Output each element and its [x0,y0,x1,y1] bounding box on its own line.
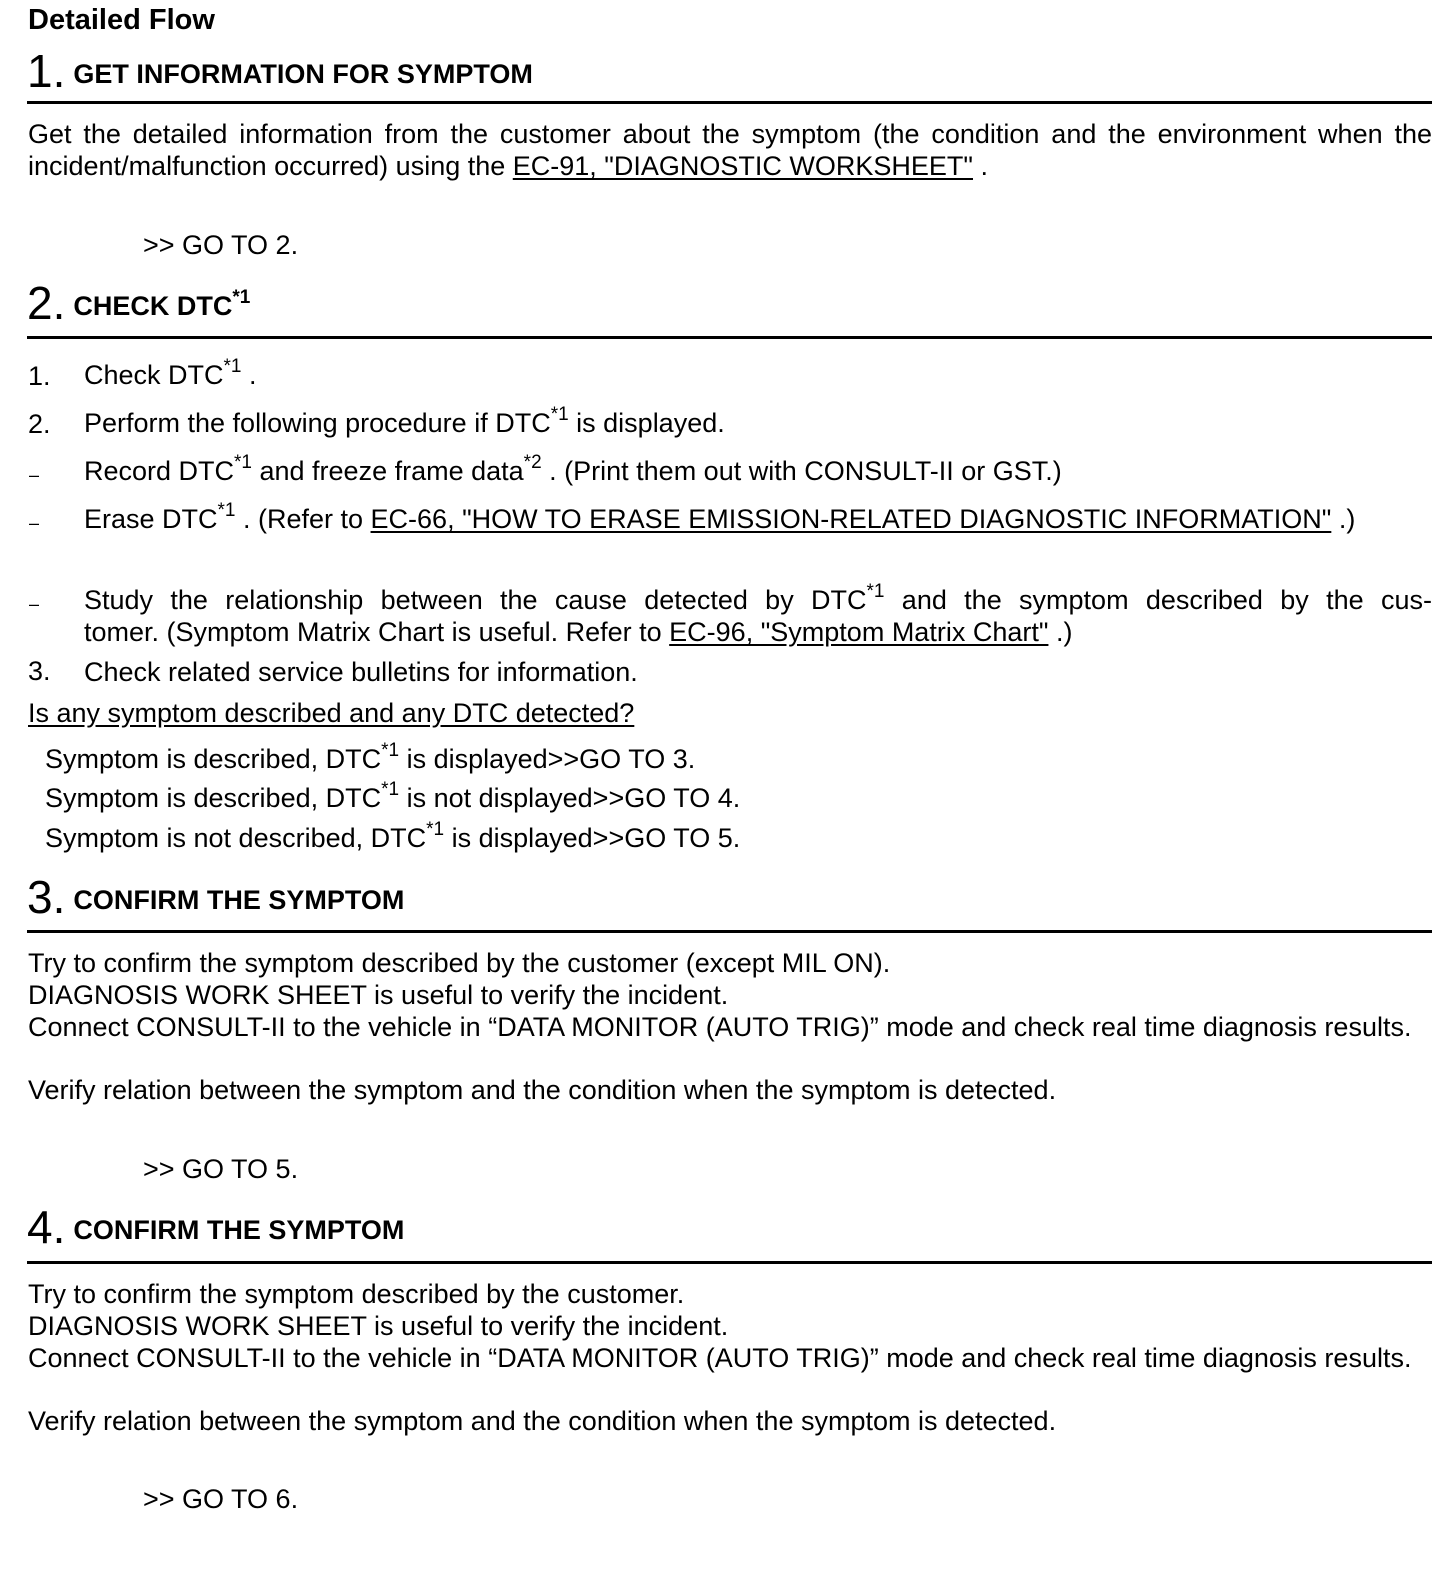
sub-item-text: tomer. (Symptom Matrix Chart is useful. Refer to [84,617,670,647]
sub-item-text: and the symptom described by the cus- [884,585,1432,615]
step-4-divider [27,1261,1432,1264]
step-1-number: 1. [27,45,66,97]
item-1-text: Check DTC [84,360,224,390]
sub-item-line [84,616,1432,648]
dash-bullet: – [29,513,40,533]
step-3-header [27,870,404,924]
step-4-line-2: DIAGNOSIS WORK SHEET is useful to verify the incident. [28,1311,729,1341]
answer-text: Symptom is described, DTC [45,783,382,813]
answer-text: Symptom is described, DTC [45,744,382,774]
step-3-line-4: Verify relation between the symptom and the condition when the symptom is detected. [28,1075,1057,1105]
step-1-text: Get the detailed information from the customer about the symptom (the condition and the environment when the incident/malfunction occurred) using the [28,119,1432,181]
dash-bullet: – [29,594,40,614]
answer-text: is not displayed>>GO TO 4. [399,783,741,813]
page-title: Detailed Flow [28,4,215,36]
footnote-marker: *1 [232,287,251,308]
sub-item-text: Study the relationship between the cause detected by DTC [84,585,867,615]
step-4-title: CONFIRM THE SYMPTOM [73,1215,405,1245]
step-1-title: GET INFORMATION FOR SYMPTOM [73,59,533,89]
step-2-number: 2. [27,277,66,329]
item-1-number: 1. [28,361,51,391]
footnote-marker: *1 [426,819,445,840]
step-3-line-2: DIAGNOSIS WORK SHEET is useful to verify the incident. [28,980,729,1010]
footnote-marker: *1 [223,356,242,377]
sub-item-text: .) [1048,617,1073,647]
item-3-number: 3. [28,656,51,686]
sub-item-text: .) [1331,504,1356,534]
step-4-line-1: Try to confirm the symptom described by the customer. [28,1279,685,1309]
sub-item-text: Record DTC [84,456,235,486]
symptom-matrix-chart-link[interactable]: EC-96, "Symptom Matrix Chart" [669,617,1049,647]
step-4-line-4: Verify relation between the symptom and the condition when the symptom is detected. [28,1406,1057,1436]
answer-text: Symptom is not described, DTC [45,823,427,853]
step-1-header [27,44,533,98]
sub-item-text: and freeze frame data [252,456,524,486]
footnote-marker: *1 [217,500,236,521]
item-3: Check related service bulletins for information. [84,657,638,687]
erase-diagnostic-info-link[interactable]: EC-66, "HOW TO ERASE EMISSION-RELATED DIAGNOSTIC INFORMATION" [370,504,1332,534]
step-1-goto: >> GO TO 2. [143,230,299,260]
answer-text: is displayed>>GO TO 3. [399,744,696,774]
decision-question: Is any symptom described and any DTC detected? [28,698,635,728]
answer-go-to-3[interactable] [45,740,696,775]
footnote-marker: *1 [866,581,885,602]
step-3-title: CONFIRM THE SYMPTOM [73,885,405,915]
step-1-text-end: . [973,151,989,181]
item-1 [84,356,257,391]
item-2 [84,404,725,439]
step-3-line-1: Try to confirm the symptom described by the customer (except MIL ON). [28,948,891,978]
step-1-description [28,118,1432,182]
sub-item-text: . (Print them out with CONSULT-II or GST.) [541,456,1062,486]
dash-bullet: – [29,465,40,485]
item-2-number: 2. [28,409,51,439]
step-3-goto: >> GO TO 5. [143,1154,299,1184]
diagnostic-worksheet-link[interactable]: EC-91, "DIAGNOSTIC WORKSHEET" [512,151,973,181]
step-2-title-text: CHECK DTC [73,291,233,321]
sub-item-text: . (Refer to [235,504,371,534]
sub-item-text: Erase DTC [84,504,218,534]
step-2-header [27,276,250,330]
sub-item-erase [84,500,1432,535]
step-4-number: 4. [27,1201,66,1253]
answer-text: is displayed>>GO TO 5. [444,823,741,853]
sub-item-line [84,581,1432,616]
step-2-divider [27,336,1432,339]
item-1-text-end: . [241,360,257,390]
answer-go-to-4[interactable] [45,779,741,814]
step-3-divider [27,930,1432,933]
footnote-marker: *1 [234,452,252,473]
sub-item-study [84,581,1432,648]
step-4-goto: >> GO TO 6. [143,1484,299,1514]
sub-item-record [84,452,1062,487]
step-4-header [27,1200,404,1254]
step-1-divider [27,101,1432,104]
answer-go-to-5[interactable] [45,819,741,854]
footnote-marker: *2 [523,452,542,473]
item-2-text: Perform the following procedure if DTC [84,408,551,438]
step-3-line-3: Connect CONSULT-II to the vehicle in “DATA MONITOR (AUTO TRIG)” mode and check real time diagnosis results. [28,1012,1412,1042]
step-4-line-3: Connect CONSULT-II to the vehicle in “DATA MONITOR (AUTO TRIG)” mode and check real time diagnosis results. [28,1343,1412,1373]
footnote-marker: *1 [381,779,400,800]
footnote-marker: *1 [381,740,400,761]
footnote-marker: *1 [550,404,569,425]
step-3-number: 3. [27,871,66,923]
step-2-title [73,287,251,322]
item-2-text-end: is displayed. [568,408,725,438]
